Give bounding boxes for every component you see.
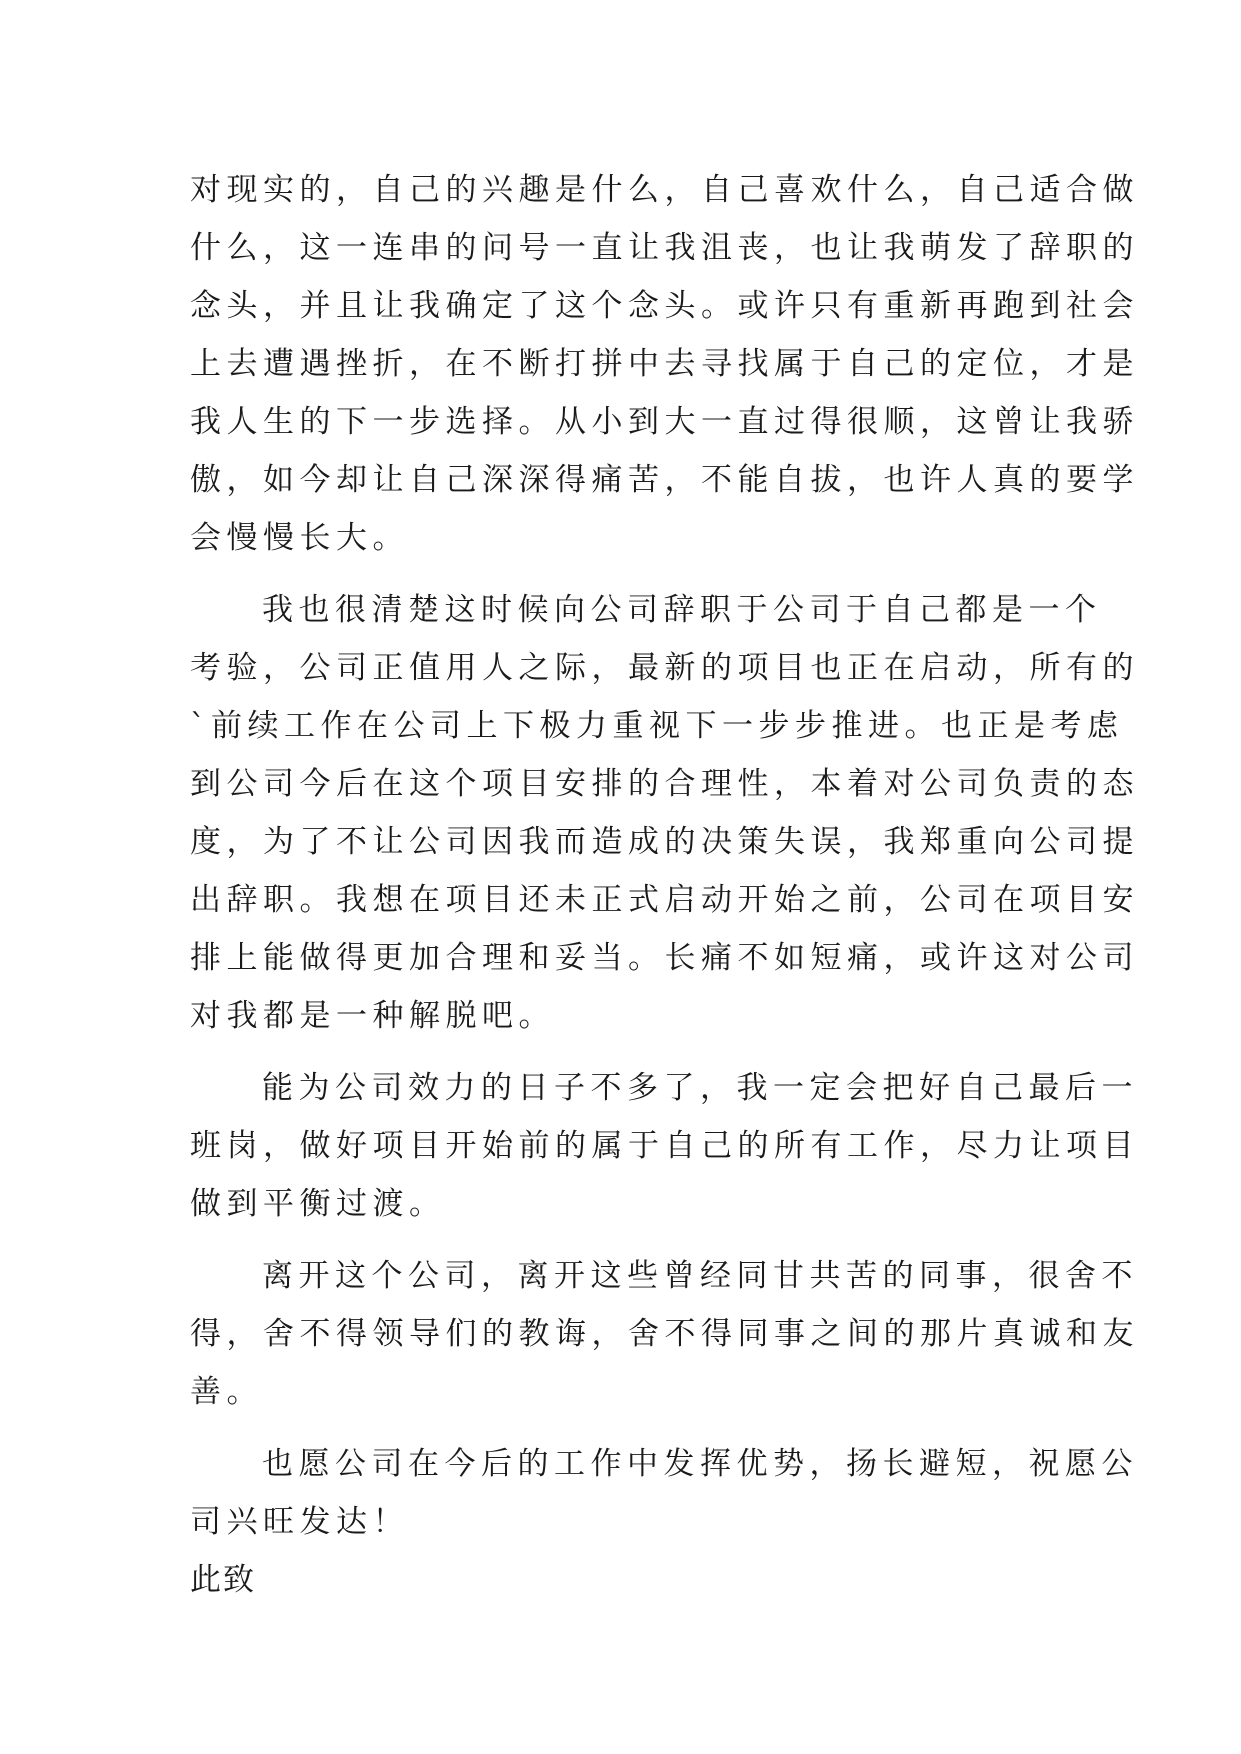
closing-salutation: 此致 bbox=[190, 1562, 256, 1598]
text-line: `前续工作在公司上下极力重视下一步步推进。也正是考虑 bbox=[190, 708, 1124, 744]
text-line: 能为公司效力的日子不多了，我一定会把好自己最后一 bbox=[262, 1070, 1138, 1106]
text-line: 念头，并且让我确定了这个念头。或许只有重新再跑到社会 bbox=[190, 288, 1139, 324]
text-line: 对我都是一种解脱吧。 bbox=[190, 998, 555, 1034]
text-line: 度，为了不让公司因我而造成的决策失误，我郑重向公司提 bbox=[190, 824, 1139, 860]
text-line: 做到平衡过渡。 bbox=[190, 1186, 446, 1222]
text-line: 我也很清楚这时候向公司辞职于公司于自己都是一个 bbox=[262, 592, 1102, 628]
text-line: 排上能做得更加合理和妥当。长痛不如短痛，或许这对公司 bbox=[190, 940, 1139, 976]
paragraph bbox=[190, 1247, 1139, 1421]
paragraph bbox=[190, 1435, 1138, 1551]
text-line: 什么，这一连串的问号一直让我沮丧，也让我萌发了辞职的 bbox=[190, 230, 1139, 266]
text-line: 出辞职。我想在项目还未正式启动开始之前，公司在项目安 bbox=[190, 882, 1139, 918]
text-line: 会慢慢长大。 bbox=[190, 520, 409, 556]
letter-body bbox=[190, 161, 1139, 1609]
text-line: 善。 bbox=[190, 1374, 263, 1410]
text-line: 考验，公司正值用人之际，最新的项目也正在启动，所有的 bbox=[190, 650, 1139, 686]
paragraph bbox=[190, 581, 1139, 1045]
text-line: 到公司今后在这个项目安排的合理性，本着对公司负责的态 bbox=[190, 766, 1139, 802]
text-line: 司兴旺发达！ bbox=[190, 1504, 409, 1540]
text-line: 班岗，做好项目开始前的属于自己的所有工作，尽力让项目 bbox=[190, 1128, 1139, 1164]
paragraph bbox=[190, 161, 1139, 567]
text-line: 上去遭遇挫折，在不断打拼中去寻找属于自己的定位，才是 bbox=[190, 346, 1139, 382]
paragraph bbox=[190, 1059, 1139, 1233]
text-line: 对现实的，自己的兴趣是什么，自己喜欢什么，自己适合做 bbox=[190, 172, 1139, 208]
text-line: 傲，如今却让自己深深得痛苦，不能自拔，也许人真的要学 bbox=[190, 462, 1139, 498]
text-line: 也愿公司在今后的工作中发挥优势，扬长避短，祝愿公 bbox=[262, 1446, 1138, 1482]
text-line: 离开这个公司，离开这些曾经同甘共苦的同事，很舍不 bbox=[262, 1258, 1138, 1294]
text-line: 我人生的下一步选择。从小到大一直过得很顺，这曾让我骄 bbox=[190, 404, 1139, 440]
text-line: 得，舍不得领导们的教诲，舍不得同事之间的那片真诚和友 bbox=[190, 1316, 1139, 1352]
